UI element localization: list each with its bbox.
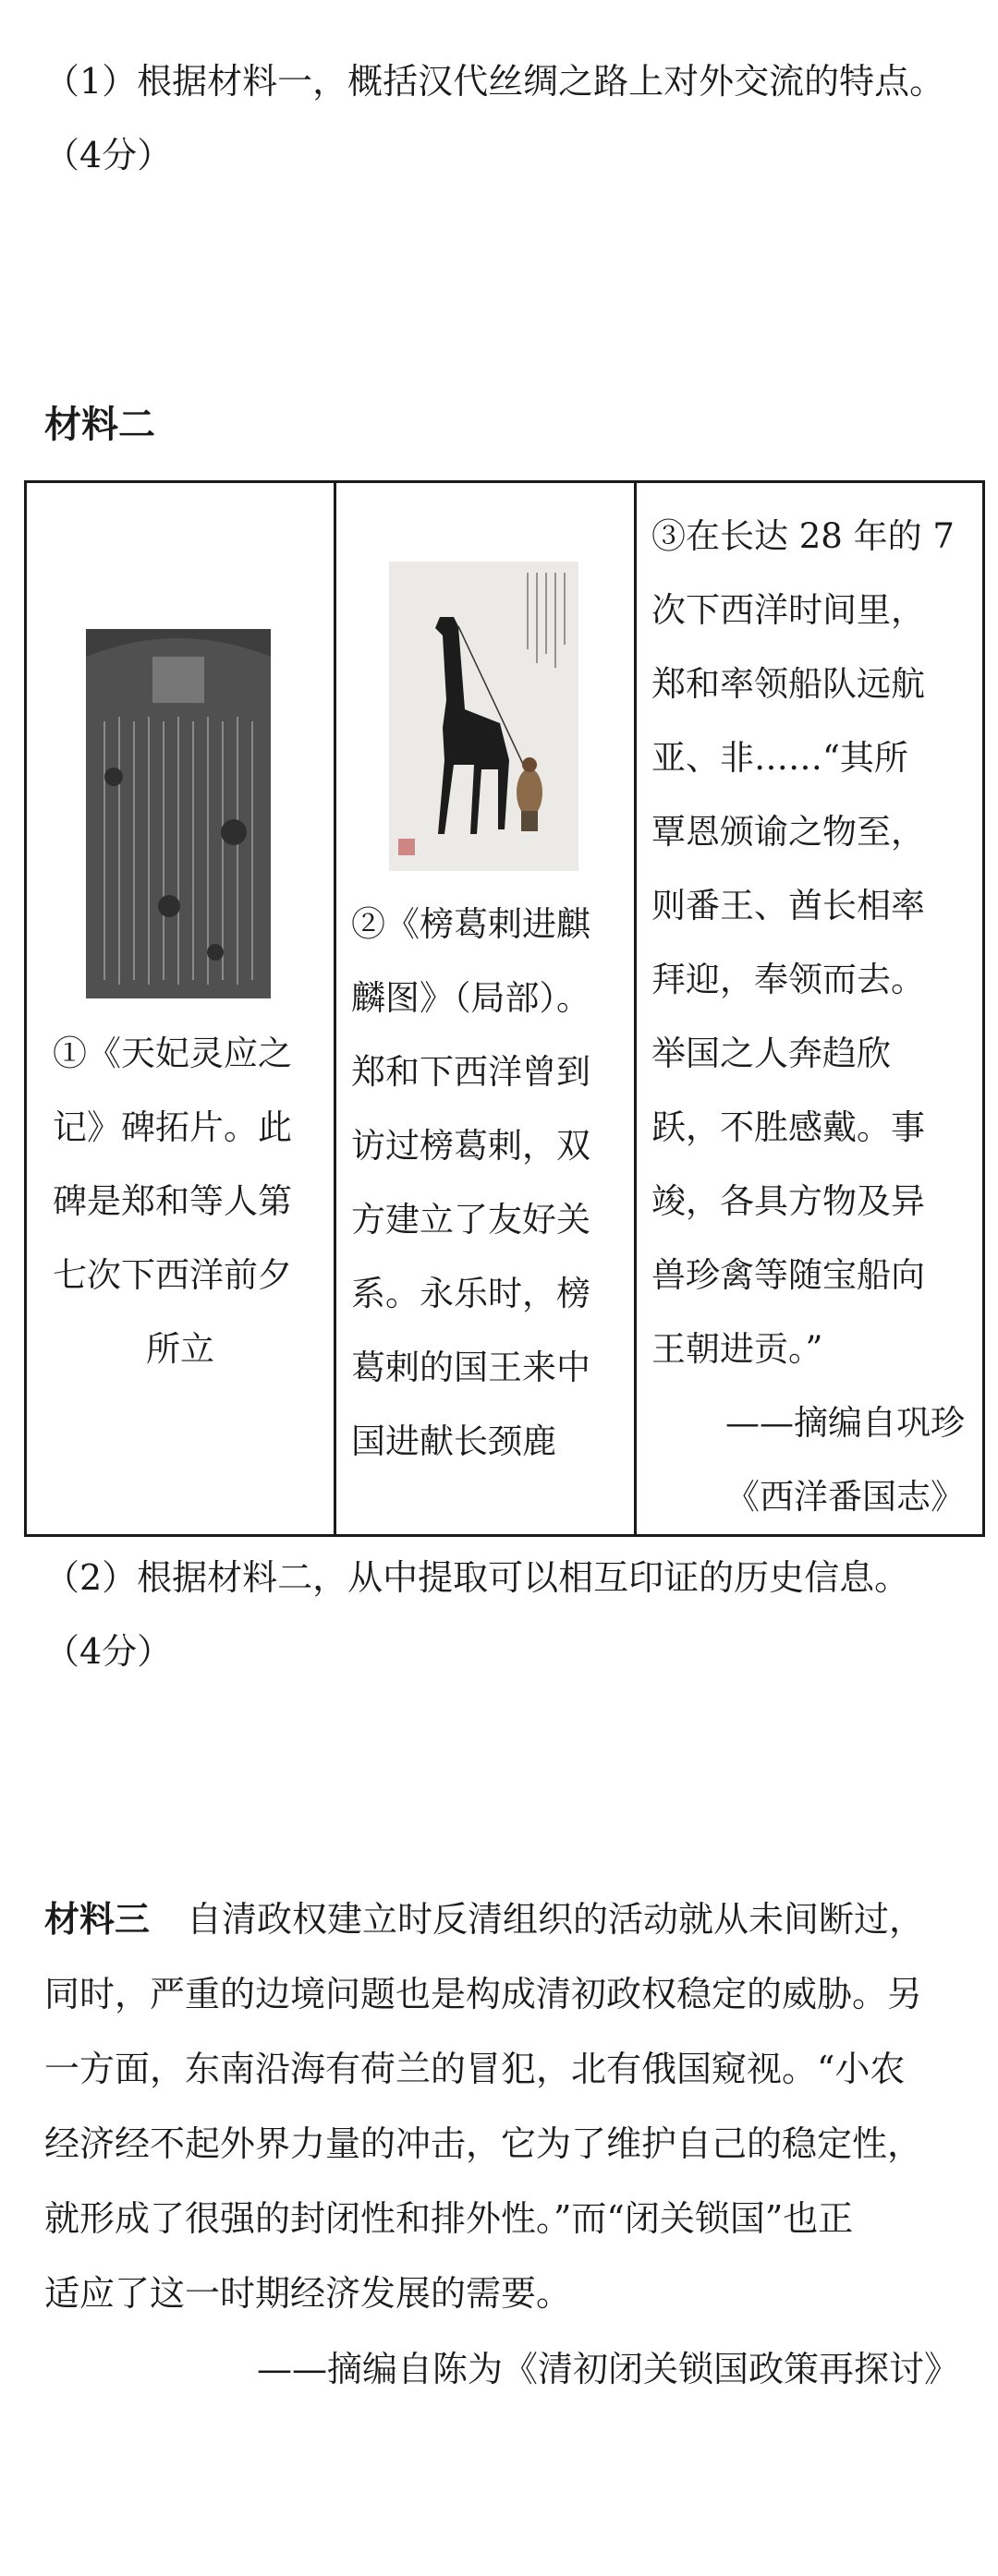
material-3-line: 适应了这一时期经济发展的需要。	[44, 2273, 572, 2314]
question-1-score: （4分）	[44, 135, 173, 175]
cell-2-line: 葛剌的国王来中	[351, 1348, 590, 1387]
cell-1-line: 七次下西洋前夕	[53, 1255, 292, 1295]
giraffe-painting-image	[389, 562, 578, 871]
cell-3-line: 郑和率领船队远航	[651, 664, 925, 704]
cell-1-line: ①《天妃灵应之	[53, 1034, 292, 1073]
cell-1-line: 碑是郑和等人第	[53, 1181, 292, 1221]
material-3-line: 同时，严重的边境问题也是构成清初政权稳定的威胁。另	[44, 1974, 923, 2014]
material-3-label: 材料三	[44, 1899, 151, 1940]
material-3-line: 一方面，东南沿海有荷兰的冒犯，北有俄国窥视。“小农	[44, 2049, 906, 2089]
material-3-source: ——摘编自陈为《清初闭关锁国政策再探讨》	[256, 2349, 959, 2389]
cell-3-line: 竣，各具方物及异	[651, 1181, 925, 1221]
cell-3-line: ③在长达 28 年的 7	[651, 516, 955, 556]
question-1-text: （1）根据材料一，概括汉代丝绸之路上对外交流的特点。	[44, 61, 945, 102]
cell-3-source-title: 《西洋番国志》	[725, 1477, 965, 1517]
cell-3-line: 拜迎，奉领而去。	[651, 960, 925, 999]
question-2-score: （4分）	[44, 1631, 173, 1672]
cell-3-line: 次下西洋时间里，	[651, 590, 925, 630]
cell-2-line: 郑和下西洋曾到	[351, 1052, 590, 1092]
cell-2-line: 国进献长颈鹿	[351, 1421, 556, 1461]
question-2-text: （2）根据材料二，从中提取可以相互印证的历史信息。	[44, 1557, 910, 1598]
material-2-table	[24, 480, 985, 1537]
cell-3-line: 亚、非……“其所	[651, 738, 908, 778]
cell-3-line: 覃恩颁谕之物至，	[651, 812, 925, 852]
cell-2-line: 系。永乐时，榜	[351, 1274, 590, 1313]
material-3-passage	[44, 1882, 959, 2331]
material-3-line: 就形成了很强的封闭性和排外性。”而“闭关锁国”也正	[44, 2198, 854, 2239]
material-3-line: 经济经不起外界力量的冲击，它为了维护自己的稳定性，	[44, 2123, 923, 2164]
cell-3-line: 王朝进贡。”	[651, 1329, 823, 1369]
cell-3-source-author: ——摘编自巩珍	[725, 1403, 965, 1443]
stele-rubbing-image	[86, 629, 271, 998]
table-cell-2	[336, 483, 634, 1534]
cell-2-line: ②《榜葛剌进麒	[351, 904, 590, 944]
material-2-title: 材料二	[44, 404, 155, 446]
cell-3-line: 兽珍禽等随宝船向	[651, 1255, 925, 1295]
cell-2-line: 麟图》（局部）。	[351, 978, 590, 1018]
cell-2-line: 访过榜葛剌，双	[351, 1126, 590, 1166]
material-3-line: 自清政权建立时反清组织的活动就从未间断过，	[187, 1899, 925, 1940]
cell-3-line: 则番王、酋长相率	[651, 886, 925, 925]
cell-2-line: 方建立了友好关	[351, 1200, 590, 1240]
cell-3-line: 举国之人奔趋欣	[651, 1034, 891, 1073]
cell-1-line: 记》碑拓片。此	[53, 1107, 292, 1147]
cell-3-line: 跃，不胜感戴。事	[651, 1107, 925, 1147]
cell-1-line: 所立	[146, 1329, 214, 1369]
material-3-first-line	[44, 1882, 959, 1957]
table-cell-3	[637, 483, 985, 1534]
table-cell-1	[27, 483, 334, 1534]
